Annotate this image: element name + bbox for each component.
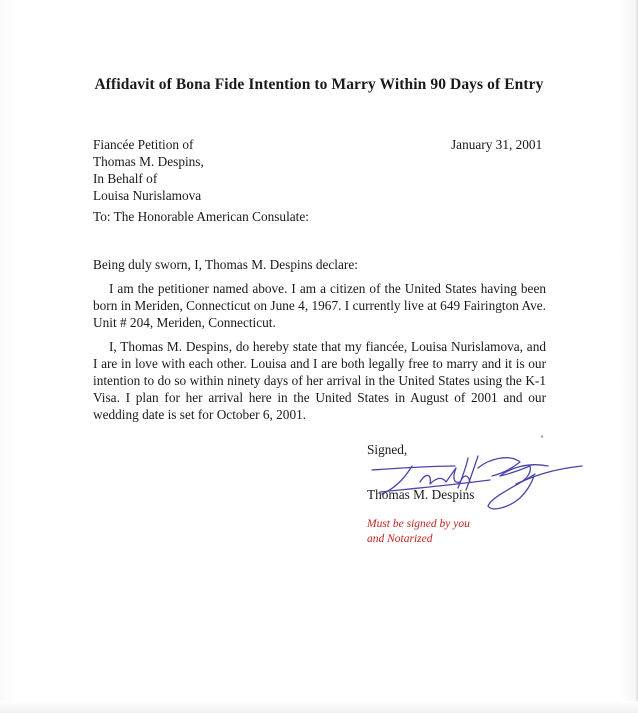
address-line: In Behalf of: [93, 171, 158, 186]
notarization-note: [367, 517, 470, 547]
signer-name: Thomas M. Despins: [367, 487, 475, 502]
scan-speck: [541, 435, 543, 438]
page-edge-shadow: [634, 0, 638, 713]
salutation: To: The Honorable American Consulate:: [93, 209, 309, 224]
paragraph-intention: I, Thomas M. Despins, do hereby state that my fiancée, Louisa Nurislamova, and I are in love with each other. Louisa and I are both legally free to marry and it is our intention to do so within ninety days of her arrival in the United States using the K-1 Visa. I plan for her arrival here in the United States in August of 2001 and our wedding date is set for October 6, 2001.: [93, 339, 546, 422]
sworn-statement: Being duly sworn, I, Thomas M. Despins declare:: [93, 257, 358, 272]
address-line: Thomas M. Despins,: [93, 154, 204, 169]
page-bottom-shadow: [0, 701, 638, 713]
note-line: and Notarized: [367, 533, 433, 545]
signed-label: Signed,: [367, 442, 408, 457]
petition-address-block: [93, 136, 204, 204]
document-date: January 31, 2001: [451, 137, 543, 152]
handwritten-signature: [360, 444, 590, 514]
address-line: Fiancée Petition of: [93, 137, 194, 152]
address-line: Louisa Nurislamova: [93, 188, 202, 203]
note-line: Must be signed by you: [367, 518, 470, 530]
paragraph-petitioner: I am the petitioner named above. I am a citizen of the United States having been born in Meriden, Connecticut on June 4, 1967. I currently live at 649 Fairington Ave. Unit # 204, Meriden, Connecticut.: [93, 281, 546, 330]
document-title: Affidavit of Bona Fide Intention to Marry Within 90 Days of Entry: [94, 76, 544, 93]
